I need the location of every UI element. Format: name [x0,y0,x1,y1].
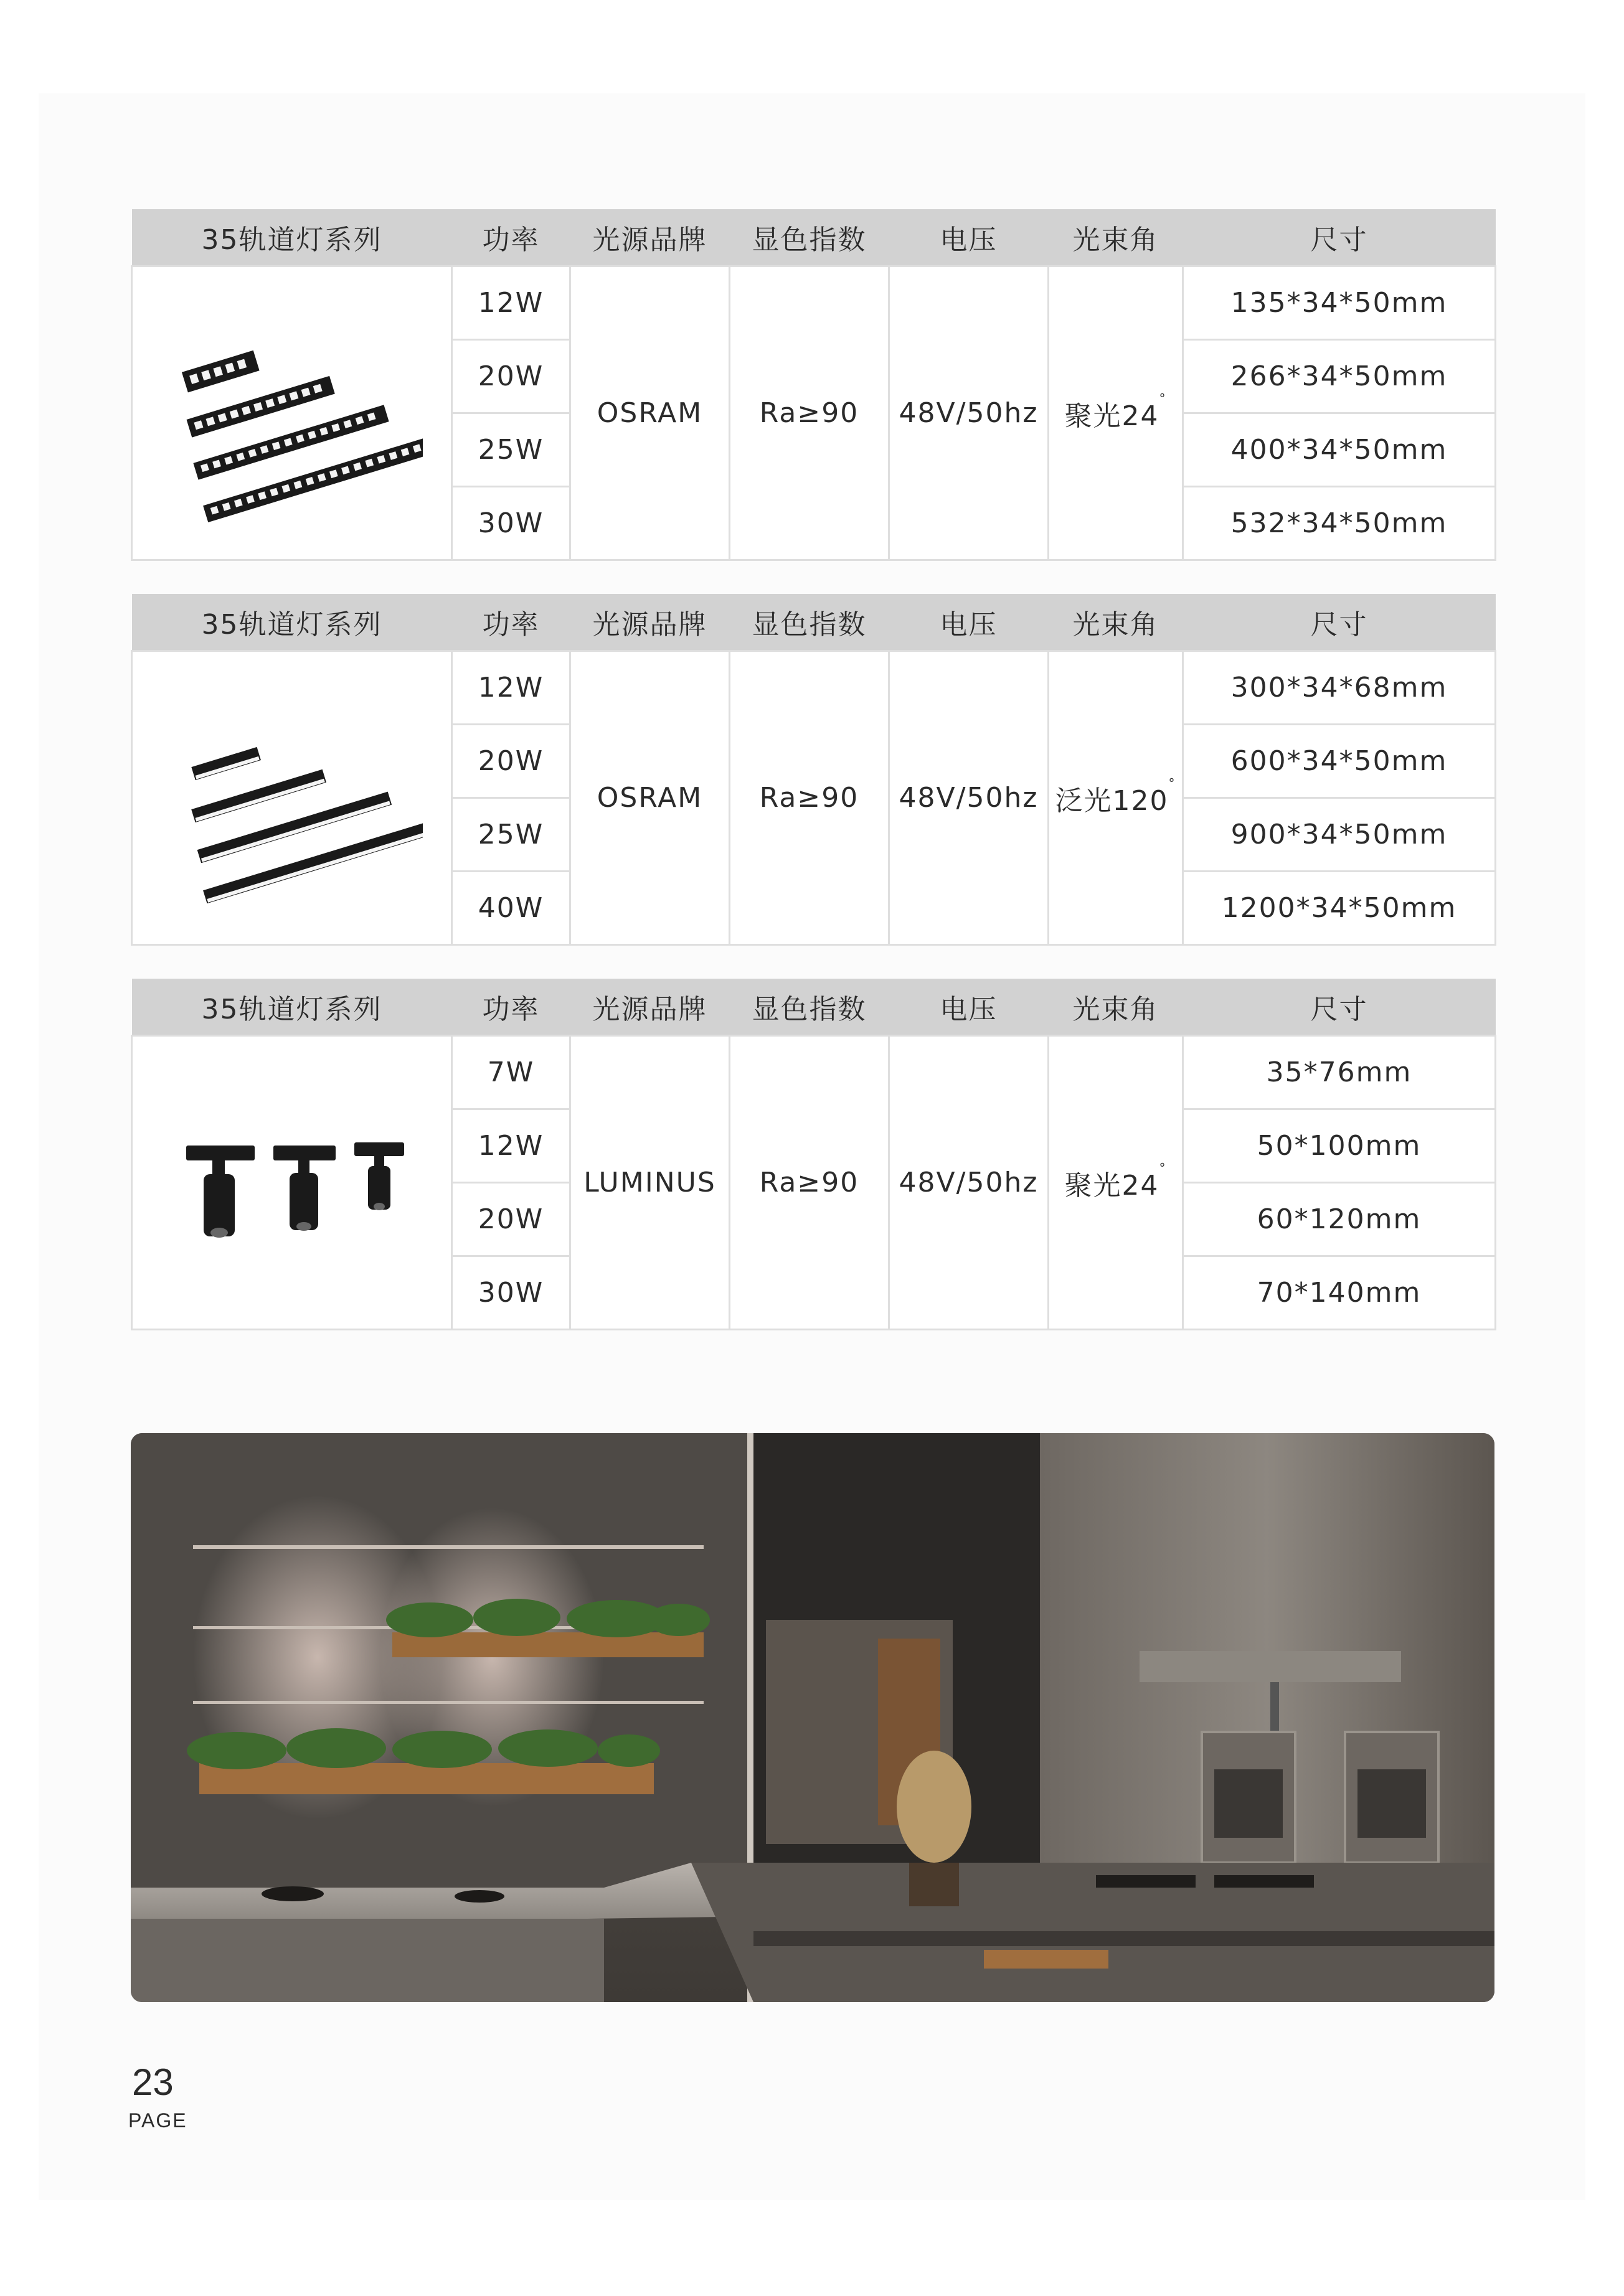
size-cell: 400*34*50mm [1183,413,1496,487]
power-cell: 12W [452,1109,570,1183]
cri-cell: Ra≥90 [730,266,889,560]
kitchen-interior-photo [131,1433,1494,2002]
product-image-cell [132,266,452,560]
degree-mark: ° [1168,775,1176,791]
beam-cell [1049,1036,1183,1330]
header-beam: 光束角 [1049,979,1183,1036]
power-cell: 7W [452,1036,570,1109]
header-power: 功率 [452,594,570,651]
size-cell: 70*140mm [1183,1256,1496,1330]
spec-table-2 [131,594,1496,946]
header-size: 尺寸 [1183,979,1496,1036]
voltage-cell: 48V/50hz [889,651,1049,945]
table-row [132,1036,1496,1109]
header-series: 35轨道灯系列 [132,594,452,651]
spec-table-3 [131,979,1496,1330]
size-cell: 50*100mm [1183,1109,1496,1183]
table-header-row [132,209,1496,266]
power-cell: 25W [452,413,570,487]
table-row [132,266,1496,340]
linear-flood-track-lights-icon [161,680,423,916]
spotlight-track-lights-icon [161,1083,423,1282]
size-cell: 35*76mm [1183,1036,1496,1109]
table-header-row [132,979,1496,1036]
header-beam: 光束角 [1049,594,1183,651]
beam-value: 聚光24 [1064,400,1159,432]
size-cell: 1200*34*50mm [1183,872,1496,945]
size-cell: 532*34*50mm [1183,487,1496,560]
header-series: 35轨道灯系列 [132,209,452,266]
size-cell: 300*34*68mm [1183,651,1496,725]
power-cell: 30W [452,487,570,560]
header-voltage: 电压 [889,209,1049,266]
header-size: 尺寸 [1183,209,1496,266]
header-cri: 显色指数 [730,209,889,266]
header-voltage: 电压 [889,594,1049,651]
beam-cell [1049,651,1183,945]
page-label: PAGE [128,2109,187,2132]
header-brand: 光源品牌 [570,594,730,651]
degree-mark: ° [1159,1160,1167,1175]
size-cell: 266*34*50mm [1183,340,1496,413]
voltage-cell: 48V/50hz [889,266,1049,560]
header-voltage: 电压 [889,979,1049,1036]
power-cell: 12W [452,266,570,340]
header-series: 35轨道灯系列 [132,979,452,1036]
header-power: 功率 [452,209,570,266]
header-size: 尺寸 [1183,594,1496,651]
brand-cell: LUMINUS [570,1036,730,1330]
degree-mark: ° [1159,390,1167,406]
header-cri: 显色指数 [730,594,889,651]
power-cell: 30W [452,1256,570,1330]
table-row [132,651,1496,725]
size-cell: 900*34*50mm [1183,798,1496,872]
brand-cell: OSRAM [570,651,730,945]
header-power: 功率 [452,979,570,1036]
beam-value: 泛光120 [1055,784,1169,817]
cri-cell: Ra≥90 [730,1036,889,1330]
power-cell: 20W [452,340,570,413]
voltage-cell: 48V/50hz [889,1036,1049,1330]
cri-cell: Ra≥90 [730,651,889,945]
header-brand: 光源品牌 [570,209,730,266]
spec-table-1 [131,209,1496,561]
table-header-row [132,594,1496,651]
power-cell: 20W [452,1183,570,1256]
header-beam: 光束角 [1049,209,1183,266]
beam-value: 聚光24 [1064,1169,1159,1202]
header-brand: 光源品牌 [570,979,730,1036]
header-cri: 显色指数 [730,979,889,1036]
product-image-cell [132,651,452,945]
size-cell: 60*120mm [1183,1183,1496,1256]
power-cell: 25W [452,798,570,872]
size-cell: 135*34*50mm [1183,266,1496,340]
size-cell: 600*34*50mm [1183,725,1496,798]
brand-cell: OSRAM [570,266,730,560]
power-cell: 12W [452,651,570,725]
product-image-cell [132,1036,452,1330]
beam-cell [1049,266,1183,560]
page-number: 23 [132,2061,174,2103]
linear-grille-track-lights-icon [161,295,423,532]
power-cell: 40W [452,872,570,945]
power-cell: 20W [452,725,570,798]
kitchen-scene [131,1433,1494,2002]
